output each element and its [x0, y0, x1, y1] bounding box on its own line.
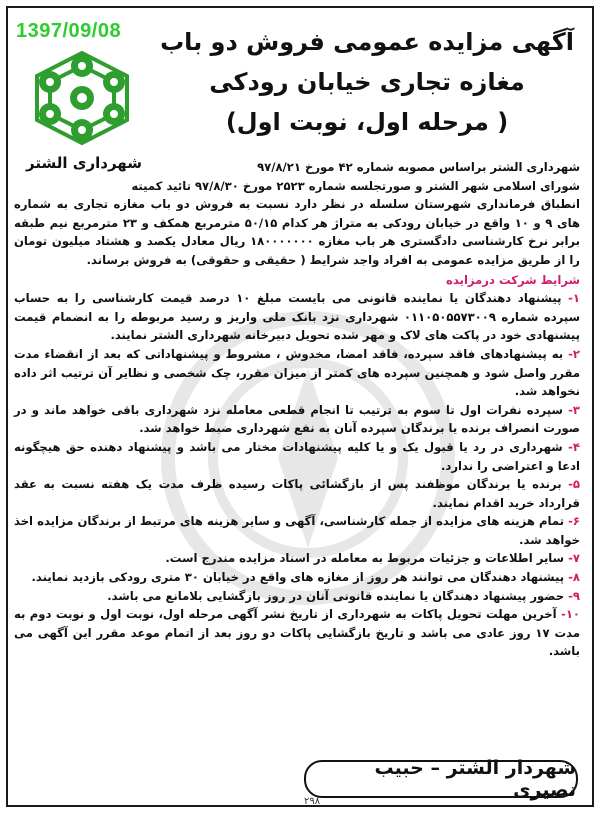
condition-item [14, 401, 580, 438]
condition-text: آخرین مهلت تحویل پاکات به شهرداری از تاریخ نشر آگهی مرحله اول، نوبت اول و نوبت دوم به مدت ۱۷ روز عادی می باشد و تاریخ بازگشایی پاکات دو روز بعد از اتمام موعد مقرر این آگهی می باشد. [14, 607, 580, 659]
signature-box [304, 757, 578, 801]
page-title [152, 22, 582, 142]
condition-text: حضور پیشنهاد دهندگان یا نماینده قانونی آنان در روز بازگشایی بلامانع می باشد. [107, 588, 565, 603]
municipality-logo-icon [22, 48, 142, 148]
date-stamp: 1397/09/08 [16, 20, 122, 42]
condition-number: ۴- [568, 439, 580, 454]
intro-text: انطباق فرمانداری شهرستان سلسله در نظر دارد نسبت به فروش دو باب مغازه تجاری به شماره های ۹ و ۱۰ واقع در خیابان رودکی به متراژ هر کدام ۵۰/۱۵ مترمربع همکف و ۲۳ مترمربع نیم طبقه برابر نرخ کارشناسی دادگستری هر باب مغازه ۱۸۰۰۰۰۰۰۰ ریال معادل یکصد و هشتاد میلیون تومان را از طریق مزایده عمومی به افراد واجد شرایط ( حقیقی و حقوقی) به فروش برساند. [14, 197, 580, 267]
title-line-3: ( مرحله اول، نوبت اول) [225, 108, 509, 136]
condition-text: سپرده نفرات اول تا سوم به ترتیب تا انجام قطعی معامله نزد شهرداری باقی خواهد ماند و در صورت انصراف برنده یا برندگان سپرده آنان به نفع شهرداری ضبط خواهد شد. [14, 402, 580, 436]
condition-number: ۷- [568, 551, 580, 566]
condition-number: ۸- [568, 570, 580, 585]
mayor-signature: شهردار الشتر – حبیب نصیری [374, 757, 576, 801]
condition-item [14, 549, 580, 568]
condition-text: پیشنهاد دهندگان می توانند هر روز از مغازه های واقع در خیابان ۳۰ متری رودکی بازدید نمایند. [31, 570, 565, 585]
condition-number: ۳- [568, 402, 580, 417]
condition-number: ۱۰- [561, 607, 580, 622]
intro-line-2: شورای اسلامی شهر الشتر و صورتجلسه شماره ۲۵۲۳ مورخ ۹۷/۸/۳۰ تائید کمیته [131, 178, 580, 193]
condition-item [14, 587, 580, 606]
ad-code: ۲۹۸ [304, 796, 321, 807]
condition-item [14, 512, 580, 549]
condition-text: سایر اطلاعات و جزئیات مربوط به معامله در اسناد مزایده مندرج است. [165, 551, 565, 566]
condition-text: پیشنهاد دهندگان یا نماینده قانونی می بایست مبلغ ۱۰ درصد قیمت کارشناسی را به حساب سپرده شماره ۰۱۱۰۵۰۵۵۷۳۰۰۹ شهرداری نزد بانک ملی واریز و رسید مربوطه را به انضمام قیمت پیشنهادی خود در پاکت های لاک و مهر شده تحویل دبیرخانه شهرداری الشتر نمایند. [14, 291, 580, 343]
condition-number: ۶- [568, 514, 580, 529]
title-line-2: مغازه تجاری خیابان رودکی [209, 68, 525, 96]
condition-item [14, 568, 580, 587]
condition-item [14, 475, 580, 512]
condition-number: ۱- [568, 291, 580, 306]
intro-line-1: شهرداری الشتر براساس مصوبه شماره ۴۲ مورخ ۹۷/۸/۲۱ [257, 160, 580, 174]
condition-item [14, 289, 580, 345]
advertisement-frame [6, 6, 594, 807]
condition-number: ۲- [568, 346, 580, 361]
condition-text: برنده یا برندگان موظفند پس از بازگشائی پاکات رسیده ظرف مدت یک هفته نسبت به عقد قرارداد خرید اقدام نمایند. [14, 477, 580, 510]
condition-text: تمام هزینه های مزایده از جمله کارشناسی، آگهی و سایر هزینه های مرتبط از برندگان مزایده اخذ خواهد شد. [14, 514, 580, 547]
condition-item [14, 438, 580, 475]
condition-number: ۹- [568, 588, 580, 603]
condition-item [14, 605, 580, 661]
condition-text: به پیشنهادهای فاقد سپرده، فاقد امضا، مخدوش ، مشروط و پیشنهاداتی که بعد از انقضاء مدت مقرر واصل شود و همچنین سپرده های کمتر از میزان مقرر، چک شخصی و نظایر آن ترتیب اثر داده نخواهد شد. [14, 346, 580, 399]
organization-name: شهرداری الشتر [26, 154, 142, 172]
condition-item [14, 345, 580, 401]
condition-text: شهرداری در رد یا قبول یک و یا کلیه پیشنهادات مختار می باشد و پیشنهاد دهنده حق هیچگونه ادعا و اعتراضی را ندارد. [14, 439, 580, 473]
condition-number: ۵- [568, 477, 580, 492]
conditions-title: شرایط شرکت درمزایده [446, 272, 580, 287]
advertisement-body [14, 158, 580, 661]
title-line-1: آگهی مزایده عمومی فروش دو باب [160, 28, 574, 56]
